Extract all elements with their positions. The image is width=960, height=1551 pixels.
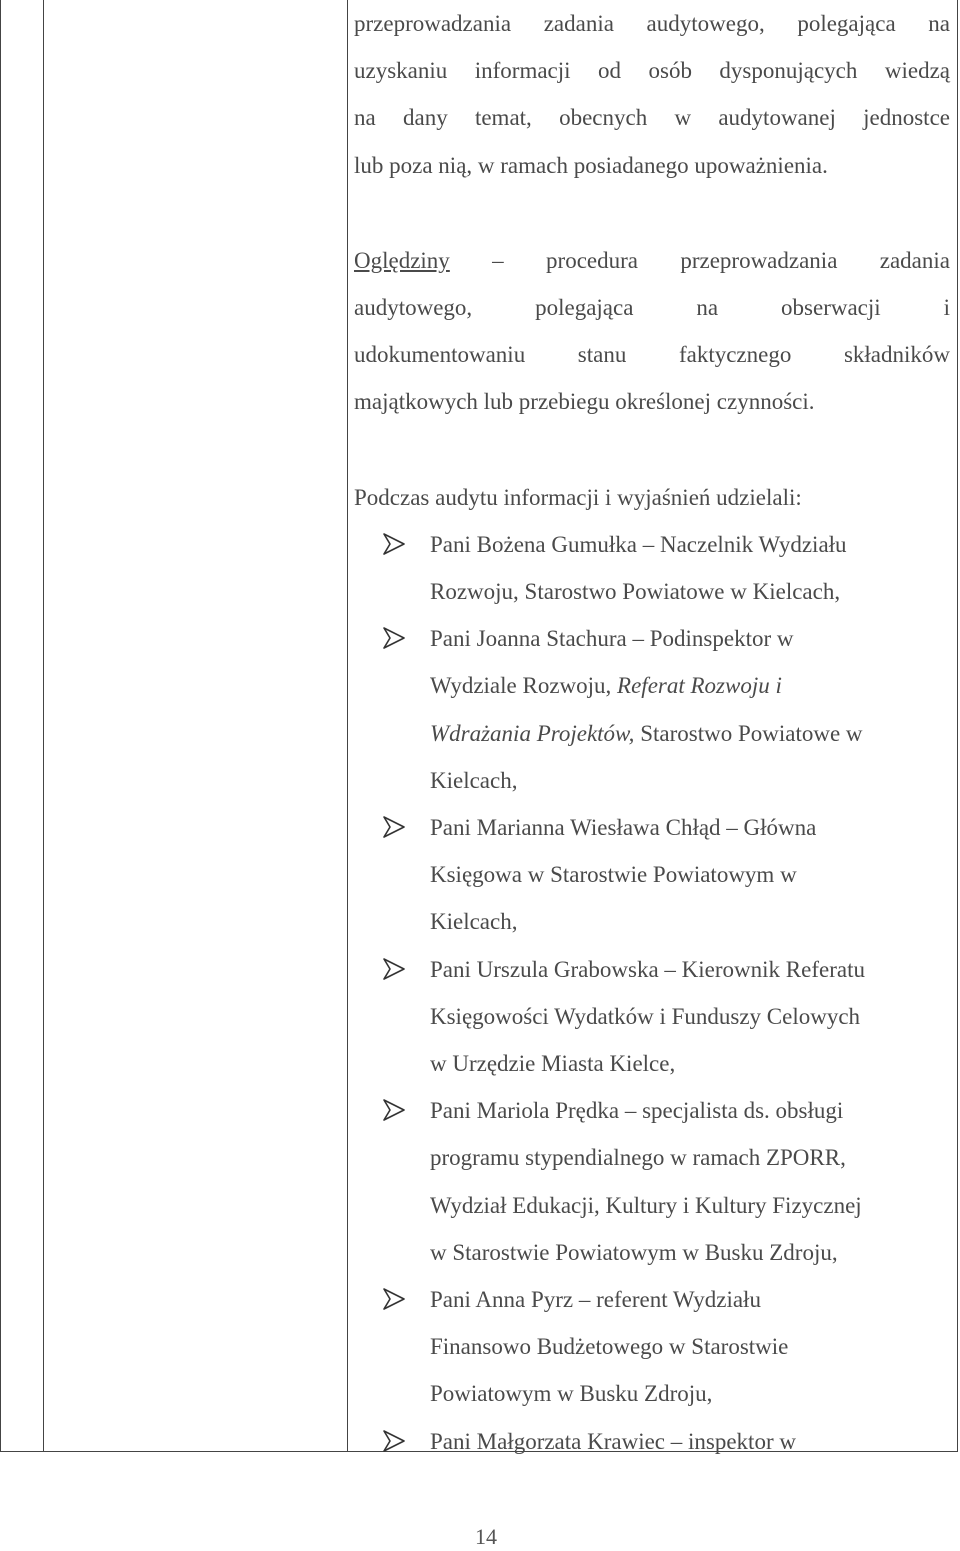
text-line: Pani Mariola Prędka – specjalista ds. obsługi (430, 1098, 844, 1124)
text-line: Finansowo Budżetowego w Starostwie (430, 1334, 789, 1360)
text-line: Kielcach, (430, 909, 518, 935)
text-line: programu stypendialnego w ramach ZPORR, (430, 1145, 846, 1171)
list-item (354, 521, 950, 615)
text-line: uzyskaniu informacji od osób dysponujących wiedzą (354, 58, 950, 84)
list-item (354, 615, 950, 804)
text-line: Pani Małgorzata Krawiec – inspektor w (430, 1428, 796, 1454)
text-fragment-italic: Wdrażania Projektów, (430, 720, 635, 746)
list-item (354, 1276, 950, 1418)
list-item (354, 946, 950, 1088)
text-line: majątkowych lub przebiegu określonej czynności. (354, 389, 815, 415)
arrowhead-bullet-icon (382, 533, 406, 555)
text-line: Rozwoju, Starostwo Powiatowe w Kielcach, (430, 579, 841, 605)
list-item (354, 804, 950, 946)
paragraph-interview-definition (354, 0, 950, 189)
arrowhead-bullet-icon (382, 1430, 406, 1452)
text-fragment: Wydziale Rozwoju, (430, 673, 618, 699)
informants-list (354, 521, 950, 1465)
list-item (354, 1418, 950, 1465)
text-line: Pani Joanna Stachura – Podinspektor w (430, 626, 794, 652)
list-item (354, 1087, 950, 1276)
text-line: Kielcach, (430, 767, 518, 793)
text-line: Pani Bożena Gumułka – Naczelnik Wydziału (430, 531, 847, 557)
text-line: Pani Urszula Grabowska – Kierownik Referatu (430, 956, 865, 982)
page-number: 14 (475, 1524, 497, 1549)
text-line: Księgowa w Starostwie Powiatowym w (430, 862, 797, 888)
arrowhead-bullet-icon (382, 1288, 406, 1310)
arrowhead-bullet-icon (382, 816, 406, 838)
text-line: Księgowości Wydatków i Funduszy Celowych (430, 1003, 861, 1029)
text-fragment-italic: Referat Rozwoju i (617, 673, 782, 699)
paragraph-inspection-definition (354, 237, 950, 426)
text-line: na dany temat, obecnych w audytowanej jednostce (354, 105, 950, 131)
text-line: audytowego, polegająca na obserwacji i (354, 295, 950, 321)
text-line (430, 710, 950, 757)
text-line: w Urzędzie Miasta Kielce, (430, 1051, 676, 1077)
informants-intro: Podczas audytu informacji i wyjaśnień udzielali: (354, 484, 802, 510)
text-line: w Starostwie Powiatowym w Busku Zdroju, (430, 1239, 838, 1265)
arrowhead-bullet-icon (382, 1099, 406, 1121)
text-line: lub poza nią, w ramach posiadanego upoważnienia. (354, 152, 828, 178)
text-line: Oględziny – procedura przeprowadzania zadania (354, 247, 950, 273)
text-line (430, 662, 950, 709)
text-fragment: Starostwo Powiatowe w (634, 720, 863, 746)
column-divider-2 (347, 0, 348, 1451)
text-line: Wydział Edukacji, Kultury i Kultury Fizycznej (430, 1192, 862, 1218)
arrowhead-bullet-icon (382, 627, 406, 649)
arrowhead-bullet-icon (382, 958, 406, 980)
text-fragment: procedura przeprowadzania zadania (546, 247, 950, 273)
text-line: przeprowadzania zadania audytowego, polegająca na (354, 11, 950, 36)
term-ogledziny: Oględziny (354, 247, 450, 273)
text-line: Pani Anna Pyrz – referent Wydziału (430, 1287, 761, 1313)
table-content-cell (354, 0, 950, 1465)
text-line: Pani Marianna Wiesława Chłąd – Główna (430, 815, 817, 841)
text-line: Powiatowym w Busku Zdroju, (430, 1381, 713, 1407)
text-line: udokumentowaniu stanu faktycznego składników (354, 342, 950, 368)
column-divider-1 (43, 0, 44, 1451)
